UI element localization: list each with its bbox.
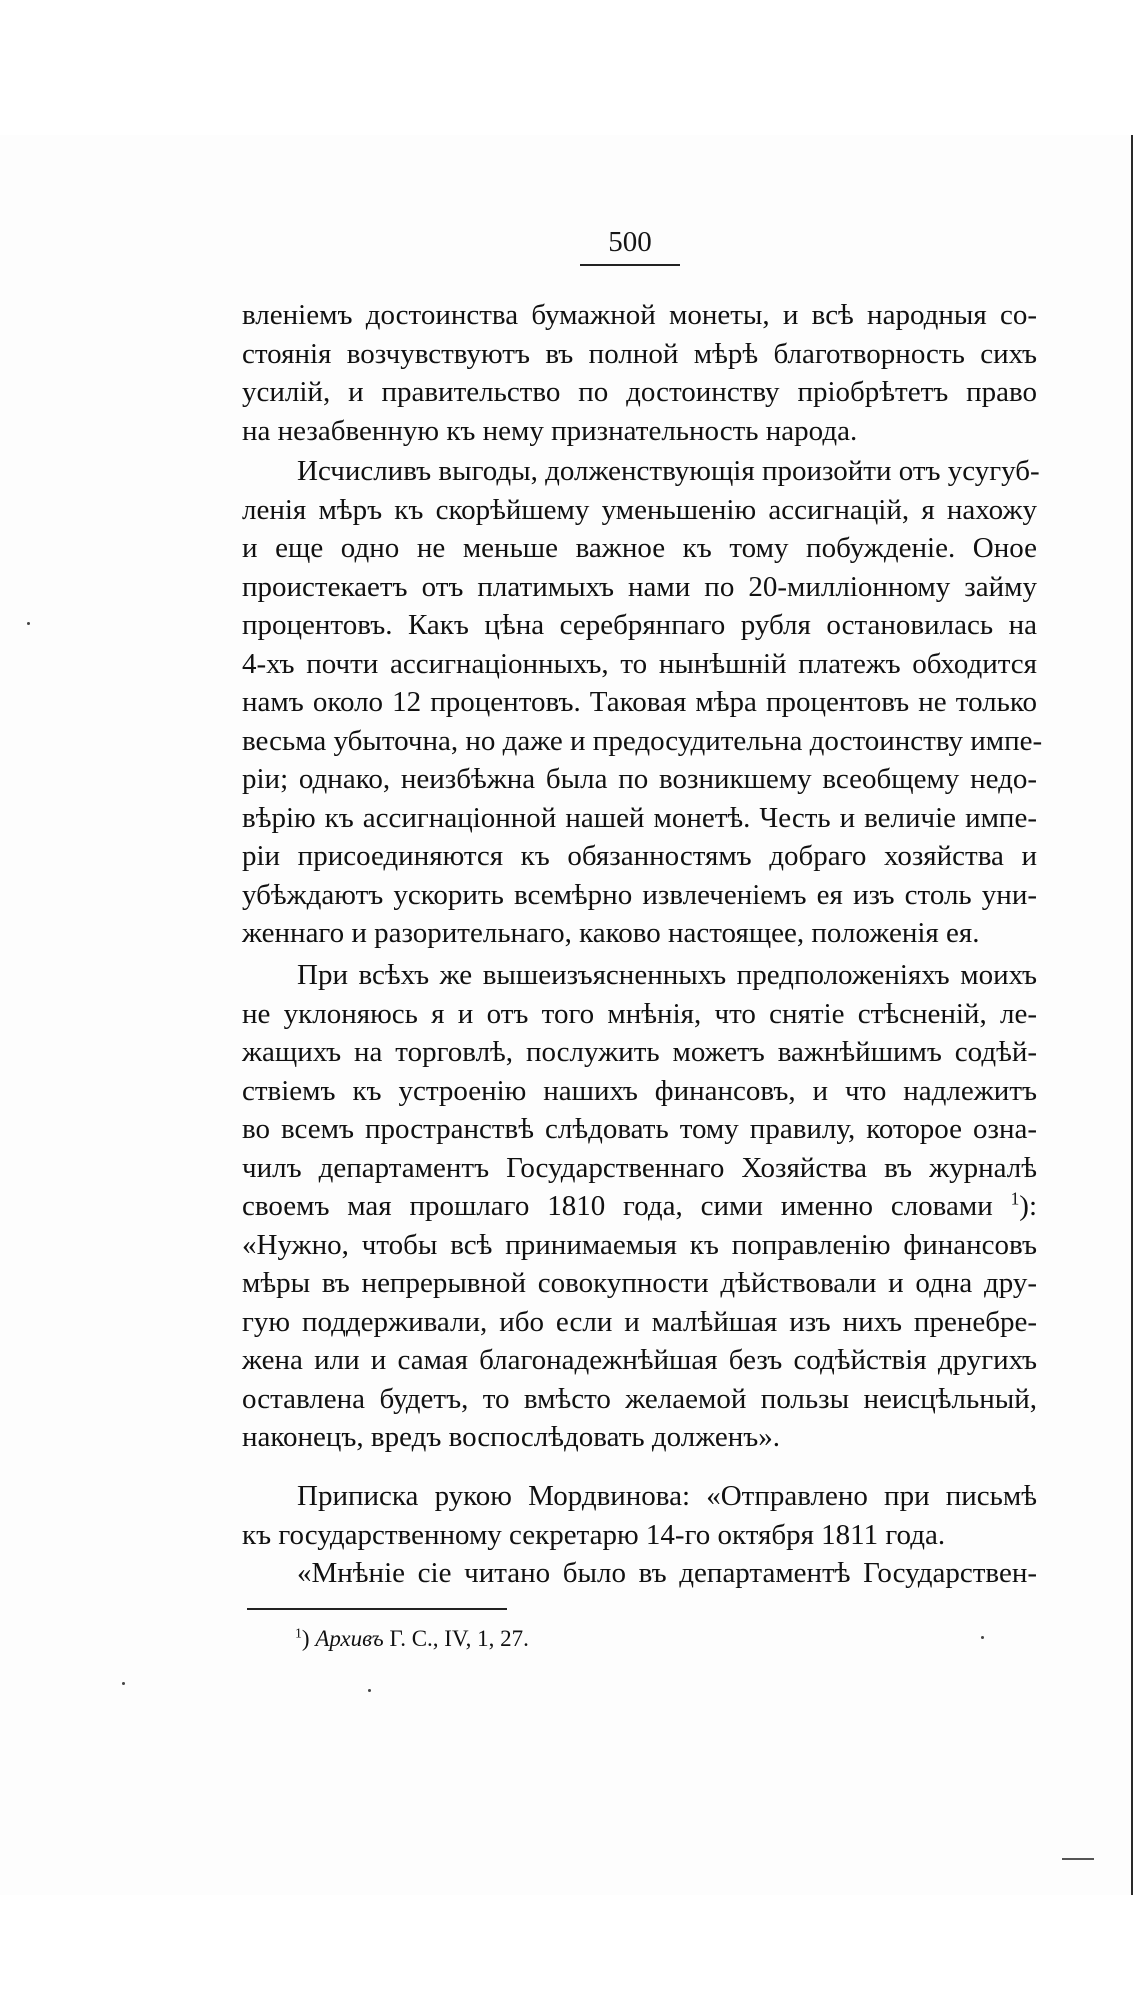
text-line: и еще одно не меньше важное къ тому побужденіе. Оное — [242, 532, 1037, 564]
paragraph-4 — [242, 1477, 1037, 1554]
scan-speck — [27, 622, 30, 625]
footnote-separator — [247, 1608, 507, 1610]
footnote-reference: Г. С., IV, 1, 27. — [389, 1626, 529, 1651]
text-line: мѣры въ непрерывной совокупности дѣйствовали и одна дру- — [242, 1267, 1037, 1299]
paragraph-5 — [242, 1554, 1037, 1593]
text-line: стоянія возчувствуютъ въ полной мѣрѣ благотворность сихъ — [242, 337, 1037, 370]
paragraph-3 — [242, 956, 1037, 1457]
text-line: оставлена будетъ, то вмѣсто желаемой пользы неисцѣльный, — [242, 1382, 1037, 1415]
text-line: ленія мѣръ къ скорѣйшему уменьшенію ассигнацій, я нахожу — [242, 493, 1037, 526]
scan-speck — [122, 1682, 125, 1685]
footnote-marker-suffix: ) — [301, 1626, 310, 1651]
footnote-marker: 1 — [295, 1625, 302, 1641]
paragraph-1 — [242, 296, 1037, 450]
text-line: ріи присоединяются къ обязанностямъ добраго хозяйства и — [242, 840, 1037, 872]
text-line: вленіемъ достоинства бумажной монеты, и всѣ народныя со- — [242, 299, 1037, 331]
scan-speck — [368, 1689, 371, 1692]
text-line: жена или и самая благонадежнѣйшая безъ содѣйствія другихъ — [242, 1344, 1037, 1376]
text-line: 4-хъ почти ассигнаціонныхъ, то нынѣшній платежъ обходится — [242, 647, 1037, 680]
text-line: «Мнѣніе сіе читано было въ департаментѣ Государствен- — [297, 1557, 1037, 1589]
text-line: женнаго и разорительнаго, каково настоящее, положенія ея. — [242, 917, 980, 949]
text-line: на незабвенную къ нему признательность народа. — [242, 414, 858, 447]
page-number-underline — [580, 264, 680, 266]
text-line: наконецъ, вредъ воспослѣдовать долженъ». — [242, 1421, 780, 1453]
text-line: Приписка рукою Мордвинова: «Отправлено при письмѣ — [297, 1480, 1037, 1512]
text-line: намъ около 12 процентовъ. Таковая мѣра процентовъ не только — [242, 686, 1037, 718]
text-line: убѣждаютъ ускорить всемѣрно извлеченіемъ ея изъ столь уни- — [242, 878, 1037, 911]
footnote-source: Архивъ — [315, 1626, 384, 1651]
footnote-ref-suffix: ): — [1019, 1190, 1037, 1222]
page-edge-line — [1131, 135, 1133, 1895]
text-line: ріи; однако, неизбѣжна была по возникшему всеобщему недо- — [242, 763, 1037, 795]
scan-mark — [1062, 1858, 1094, 1860]
text-line: чилъ департаментъ Государственнаго Хозяйства въ журналѣ — [242, 1151, 1037, 1184]
text-line: Исчисливъ выгоды, долженствующія произойти отъ усугуб- — [297, 455, 1040, 487]
text-line: вѣрію къ ассигнаціонной нашей монетѣ. Честь и величіе импе- — [242, 801, 1037, 834]
text-line: своемъ мая прошлаго 1810 года, сими именно словами — [242, 1190, 993, 1222]
scan-speck — [981, 1636, 984, 1639]
text-line: жащихъ на торговлѣ, послужить можетъ важнѣйшимъ содѣй- — [242, 1036, 1037, 1068]
text-line: «Нужно, чтобы всѣ принимаемыя къ поправленію финансовъ — [242, 1228, 1037, 1261]
footnote-ref-marker[interactable]: 1 — [1010, 1188, 1020, 1209]
text-line: проистекаетъ отъ платимыхъ нами по 20-милліонному займу — [242, 570, 1037, 603]
text-line: къ государственному секретарю 14-го октября 1811 года. — [242, 1518, 946, 1551]
text-line: во всемъ пространствѣ слѣдовать тому правилу, которое озна- — [242, 1113, 1037, 1145]
text-line: ствіемъ къ устроенію нашихъ финансовъ, и что надлежитъ — [242, 1074, 1037, 1107]
text-line: процентовъ. Какъ цѣна серебрянпаго рубля остановилась на — [242, 609, 1037, 641]
text-line: гую поддерживали, ибо если и малѣйшая изъ нихъ пренебре- — [242, 1305, 1037, 1338]
page-number: 500 — [608, 226, 652, 258]
paragraph-2 — [242, 452, 1043, 953]
text-line: При всѣхъ же вышеизъясненныхъ предположеніяхъ моихъ — [297, 959, 1037, 991]
text-line: усилій, и правительство по достоинству пріобрѣтетъ право — [242, 376, 1037, 408]
text-line: весьма убыточна, но даже и предосудительна достоинству импе- — [242, 724, 1043, 757]
footnote — [295, 1626, 529, 1652]
text-line: не уклоняюсь я и отъ того мнѣнія, что снятіе стѣсненій, ле- — [242, 997, 1037, 1030]
text-line-with-footnote-ref — [242, 1187, 1037, 1226]
